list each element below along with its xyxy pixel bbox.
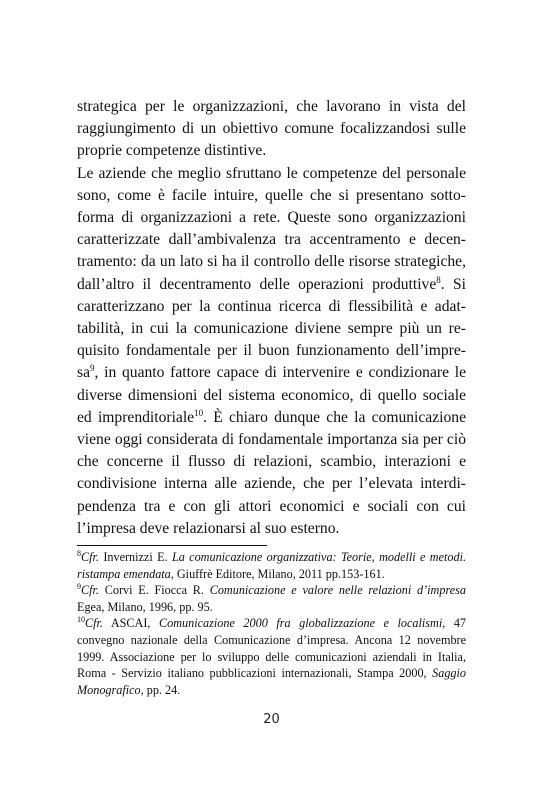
footnote-number: 9	[77, 582, 81, 592]
footnote-number: 8	[77, 549, 81, 558]
footnote-text: pp. 24.	[143, 682, 181, 697]
paragraph-2-part-d: . È chiaro dunque che la comunicazione viene oggi considerata di fondamentale importanza sia per ciò che concerne il flusso di relazioni, scambio, interazioni e condivisione interna alle aziende, che per l’elevata interdipendenza tra e con gli attori economici e sociali con cui l’impresa deve relazionarsi al suo esterno.	[77, 408, 466, 537]
footnote-title: Saggio Monografico,	[77, 666, 466, 697]
paragraph-2-part-c: , in quanto fattore capace di intervenire e condizionare le diverse dimensioni del sistema economico, di quello sociale ed imprenditoriale	[77, 364, 466, 426]
footnote-text: Corvi E. Fiocca R.	[98, 583, 210, 598]
footnote-number: 10	[77, 615, 85, 625]
footnote-divider	[77, 545, 267, 546]
footnote-10	[77, 615, 466, 698]
footnote-ref-9: 9	[90, 363, 95, 374]
footnote-text: Invernizzi E.	[98, 550, 172, 564]
footnote-text: ASCAI,	[102, 616, 160, 631]
footnote-9	[77, 582, 466, 615]
footnote-ref-10: 10	[194, 407, 204, 418]
footnote-ref-8: 8	[436, 274, 441, 285]
footnote-text: Egea, Milano, 1996, pp. 95.	[77, 599, 213, 614]
paragraph-2	[77, 163, 466, 540]
paragraph-2-part-a: Le aziende che meglio sfruttano le competenze del personale sono, come è facile intuire, quelle che si presentano sottoforma di organizzazioni a rete. Queste sono organizzazioni caratterizzate dall’ambivalenza tra accentramento e decentramento: da un lato si ha il controllo delle risorse strategiche, dall’altro il decentramento delle operazioni produttive	[77, 164, 466, 293]
footnote-title: Comunicazione 2000 fra globalizzazione e localismi	[159, 616, 443, 631]
paragraph-1: strategica per le organizzazioni, che lavorano in vista del raggiungimento di un obiettivo comune focalizzandosi sulle proprie competenze distintive.	[77, 98, 466, 160]
footnotes	[77, 549, 466, 698]
footnote-title: La comunicazione organizzativa: Teorie, modelli e metodi. ristampa emendata	[77, 550, 466, 581]
footnote-8	[77, 549, 466, 582]
footnote-cfr: Cfr.	[81, 550, 99, 564]
footnote-cfr: Cfr.	[85, 616, 103, 631]
body-text	[77, 96, 466, 540]
paragraph-2-part-b: . Si caratterizzano per la continua ricerca di flessibilità e adattabilità, in cui la comunicazione diviene sempre più un requisito fondamentale per il buon funzionamento dell’impresa	[77, 275, 466, 382]
footnote-text: , Giuffrè Editore, Milano, 2011 pp.153-161.	[170, 566, 385, 581]
footnote-text: , 47 convegno nazionale della Comunicazione d’impresa. Ancona 12 novembre 1999. Associazione per lo sviluppo delle comunicazioni aziendali in Italia, Roma - Servizio italiano pubblicazioni internazionali, Stampa 2000,	[77, 616, 466, 681]
footnote-title: Comunicazione e valore nelle relazioni d’impresa	[209, 583, 466, 598]
page-number: 20	[263, 712, 280, 727]
footnote-cfr: Cfr.	[81, 583, 99, 598]
